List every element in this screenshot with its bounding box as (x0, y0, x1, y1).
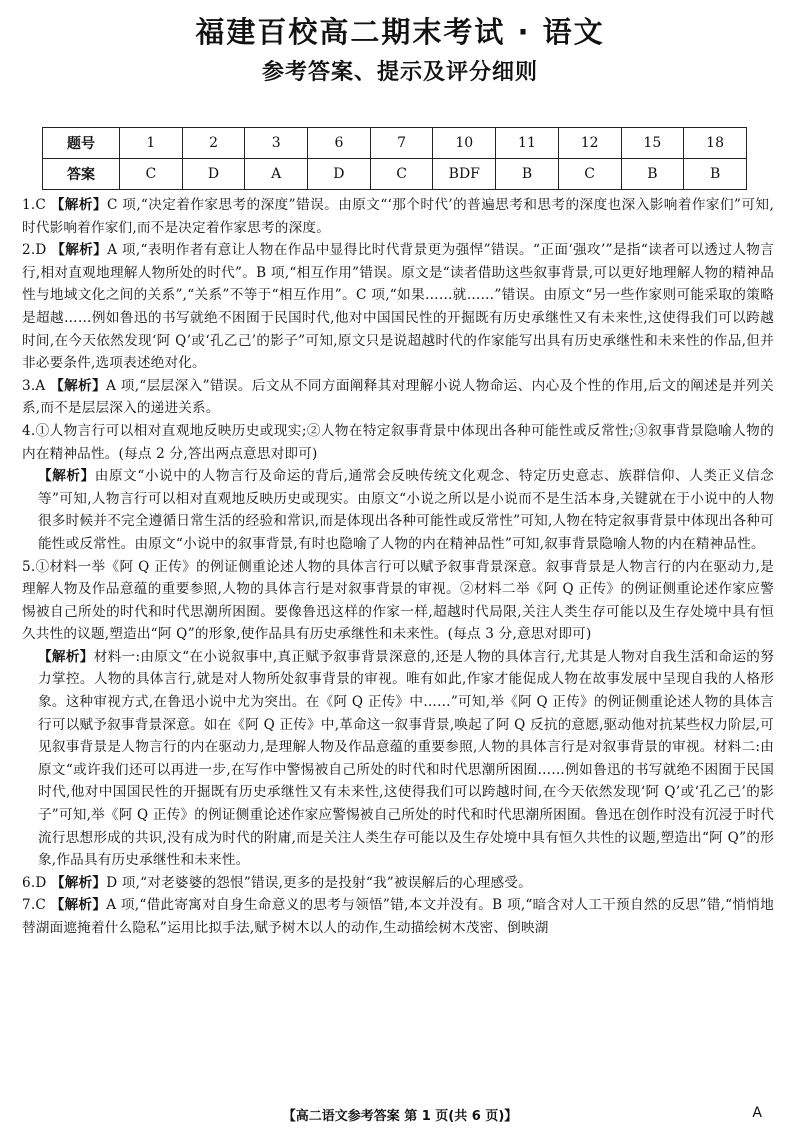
answer-cell: A (245, 159, 308, 190)
page-title: 福建百校高二期末考试 · 语文 (195, 15, 605, 49)
question-number-cell: 15 (621, 128, 684, 159)
item-q2 (22, 239, 774, 375)
answer-cell: C (370, 159, 433, 190)
item-q4 (22, 420, 774, 465)
item-number: 2.D (22, 242, 47, 259)
answer-cell: D (182, 159, 245, 190)
question-number-cell: 3 (245, 128, 308, 159)
analysis-tag: 【解析】 (38, 648, 94, 665)
item-text: A 项,“表明作者有意让人物在作品中显得比时代背景更为强悍”错误。“正面‘强攻’”是指“读者可以透过人物言行,相对直观地理解人物所处的时代”。B 项,“相互作用”错误。原文是“读者借助这些叙事背景,可以更好地理解人物的精神品性与地域文化之间的关系”,“关系”不等于“相互作用”。C 项,“如果……就……”错误。由原文“另一些作家则可能采取的策略是超越……例如鲁迅的书写就绝不困囿于民国时代,他对中国国民性的开掘既有历史承继性又有未来性,这使得我们可以跨越时间,在今天依然发现‘阿 Q’或‘孔乙己’的影子”可知,原文只是说超越时代的作家能写出具有历史承继性和未来性的作品,但并非必要条件,选项表述绝对化。 (22, 242, 774, 372)
item-text: A 项,“借此寄寓对自身生命意义的思考与领悟”错,本文并没有。B 项,“暗含对人工干预自然的反思”错,“悄悄地替湖面遮掩着什么隐私”运用比拟手法,赋予树木以人的动作,生动描绘树木茂密、倒映湖 (22, 897, 774, 936)
item-answer: ①人物言行可以相对直观地反映历史或现实;②人物在特定叙事背景中体现出各种可能性或反常性;③叙事背景隐喻人物的内在精神品性。(每点 2 分,答出两点意思对即可) (22, 422, 774, 462)
answer-row (43, 159, 747, 190)
answer-cell: C (120, 159, 183, 190)
answer-table (42, 127, 747, 190)
item-number: 1.C (22, 197, 46, 213)
item-q6 (22, 872, 774, 895)
item-number: 4. (22, 422, 36, 439)
item-q4-analysis (22, 465, 774, 555)
question-number-cell: 10 (433, 128, 496, 159)
item-q5-analysis (22, 646, 774, 872)
item-q5 (22, 556, 774, 646)
question-number-cell: 7 (370, 128, 433, 159)
question-number-cell: 18 (684, 128, 747, 159)
item-text: C 项,“决定着作家思考的深度”错误。由原文“‘那个时代’的普遍思考和思考的深度也深入影响着作家们”可知,时代影响着作家们,而不是决定着作家思考的深度。 (22, 197, 774, 236)
question-number-cell: 6 (308, 128, 371, 159)
row-label-answer: 答案 (43, 159, 120, 190)
answer-cell: B (621, 159, 684, 190)
question-number-cell: 1 (120, 128, 183, 159)
analysis-tag: 【解析】 (50, 377, 107, 394)
item-number: 7.C (22, 897, 46, 914)
answer-cell: B (684, 159, 747, 190)
row-label-question: 题号 (43, 128, 120, 159)
item-text: A 项,“层层深入”错误。后文从不同方面阐释其对理解小说人物命运、内心及个性的作用,后文的阐述是并列关系,而不是层层深入的递进关系。 (22, 377, 774, 417)
answer-cell: C (558, 159, 621, 190)
item-number: 6.D (22, 874, 47, 891)
analysis-tag: 【解析】 (50, 897, 107, 914)
page-subtitle: 参考答案、提示及评分细则 (261, 60, 538, 85)
item-number: 3.A (22, 377, 46, 394)
question-number-row (43, 128, 747, 159)
item-q3 (22, 375, 774, 420)
item-number: 5. (22, 558, 36, 575)
answer-cell: B (496, 159, 559, 190)
analysis-tag: 【解析】 (50, 197, 107, 213)
item-text: 由原文“小说中的人物言行及命运的背后,通常会反映传统文化观念、特定历史意志、族群信仰、人类正义信念等”可知,人物言行可以相对直观地反映历史或现实。由原文“小说之所以是小说而不是生活本身,关键就在于小说中的人物很多时候并不完全遵循日常生活的经验和常识,而是体现出各种可能性或反常性”可知,人物在特定叙事背景中体现出各种可能性或反常性。由原文“小说中的叙事背景,有时也隐喻了人物的内在精神品性”可知,叙事背景隐喻人物的内在精神品性。 (38, 468, 774, 552)
paper-version-letter: A (752, 1105, 762, 1121)
question-number-cell: 2 (182, 128, 245, 159)
page-footer: 【高二语文参考答案 第 1 页(共 6 页)】 (282, 1109, 518, 1124)
question-number-cell: 12 (558, 128, 621, 159)
item-text: D 项,“对老婆婆的怨恨”错误,更多的是投射“我”被误解后的心理感受。 (106, 874, 532, 891)
item-text: 材料一:由原文“在小说叙事中,真正赋予叙事背景深意的,还是人物的具体言行,尤其是人物对自我生活和命运的努力掌控。人物的具体言行,就是对人物所处叙事背景的审视。唯有如此,作家才能促成人物在故事发展中呈现自我的人格形象。这种审视方式,在鲁迅小说中尤为突出。在《阿 Q 正传》中……”可知,举《阿 Q 正传》的例证侧重论述人物的具体言行可以赋予叙事背景深意。如在《阿 Q 正传》中,革命这一叙事背景,唤起了阿 Q 反抗的意愿,驱动他对抗某些权力阶层,可见叙事背景是人物言行的内在驱动力,是理解人物及作品意蕴的重要参照,人物的具体言行是对叙事背景的审视。材料二:由原文“或许我们还可以再进一步,在写作中警惕被自己所处的时代和时代思潮所困囿……例如鲁迅的书写就绝不困囿于民国时代,他对中国国民性的开掘既有历史承继性又有未来性,这使得我们可以跨越时间,在今天依然发现‘阿 Q’或‘孔乙己’的影子”可知,举《阿 Q 正传》的例证侧重论述作家应警惕被自己所处的时代和时代思潮所困囿。鲁迅在创作时没有沉浸于时代流行思想形成的共识,没有成为时代的附庸,而是关注人类生存可能以及生存处境中具有恒久共性的议题,塑造出“阿 Q”的形象,作品具有历史承继性和未来性。 (38, 648, 774, 869)
answer-cell: BDF (433, 159, 496, 190)
item-q1 (22, 194, 774, 239)
item-answer: ①材料一举《阿 Q 正传》的例证侧重论述人物的具体言行可以赋予叙事背景深意。叙事背景是人物言行的内在驱动力,是理解人物及作品意蕴的重要参照,人物的具体言行是对叙事背景的审视。②材料二举《阿 Q 正传》的例证侧重论述作家应警惕被自己所处的时代和时代思潮所困囿。要像鲁迅这样的作家一样,超越时代局限,关注人类生存可能以及生存处境中具有恒久共性的议题,塑造出“阿 Q”的形象,使作品具有历史承继性和未来性。(每点 3 分,意思对即可) (22, 558, 774, 643)
answer-cell: D (308, 159, 371, 190)
analysis-tag: 【解析】 (38, 468, 95, 485)
question-number-cell: 11 (496, 128, 559, 159)
explanations (22, 194, 774, 940)
item-q7 (22, 894, 774, 939)
analysis-tag: 【解析】 (51, 242, 108, 259)
analysis-tag: 【解析】 (51, 874, 107, 891)
